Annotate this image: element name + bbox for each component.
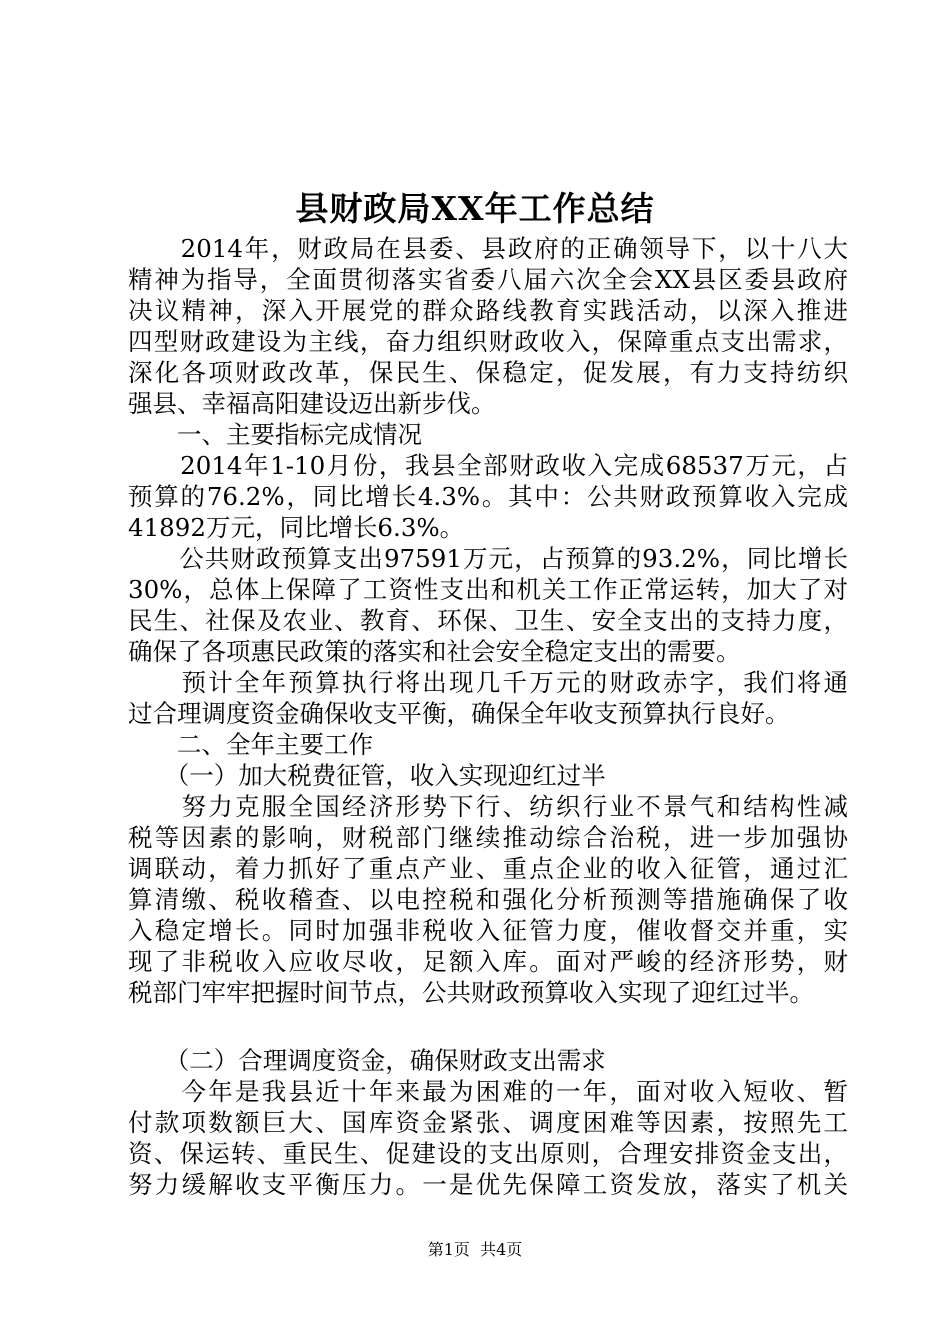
text-line: 算清缴、税收稽查、以电控税和强化分析预测等措施确保了收: [128, 885, 848, 914]
text-line: 强县、幸福高阳建设迈出新步伐。: [128, 389, 496, 418]
text-line: 41892万元，同比增长6.3%。: [128, 513, 465, 542]
text-line: 2014年，财政局在县委、县政府的正确领导下，以十八大: [128, 234, 848, 263]
text-line: 税等因素的影响，财税部门继续推动综合治税，进一步加强协: [128, 823, 848, 852]
text-line: 民生、社保及农业、教育、环保、卫生、安全支出的支持力度，: [128, 606, 848, 635]
text-line: 公共财政预算支出97591万元，占预算的93.2%，同比增长: [128, 544, 848, 573]
subsection-heading: （一）加大税费征管，收入实现迎红过半: [128, 761, 606, 790]
text-line: 入稳定增长。同时加强非税收入征管力度，催收督交并重，实: [128, 916, 848, 945]
text-line: 精神为指导，全面贯彻落实省委八届六次全会XX县区委县政府: [128, 265, 848, 294]
text-line: 现了非税收入应收尽收，足额入库。面对严峻的经济形势，财: [128, 947, 848, 976]
text-line: 过合理调度资金确保收支平衡，确保全年收支预算执行良好。: [128, 699, 790, 728]
text-line: 资、保运转、重民生、促建设的支出原则，合理安排资金支出，: [128, 1139, 848, 1168]
page-footer: 第1页 共4页: [427, 1240, 523, 1259]
document-body: [128, 233, 848, 1200]
section-heading: 一、主要指标完成情况: [128, 420, 422, 449]
text-line: 确保了各项惠民政策的落实和社会安全稳定支出的需要。: [128, 637, 741, 666]
text-line: 2014年1-10月份，我县全部财政收入完成68537万元，占: [128, 451, 848, 480]
text-line: 预算的76.2%，同比增长4.3%。其中：公共财政预算收入完成: [128, 482, 848, 511]
text-line: 深化各项财政改革，保民生、保稳定，促发展，有力支持纺织: [128, 358, 848, 387]
text-line: 努力缓解收支平衡压力。一是优先保障工资发放，落实了机关: [128, 1170, 848, 1199]
text-line: 预计全年预算执行将出现几千万元的财政赤字，我们将通: [128, 668, 848, 697]
section-heading: 二、全年主要工作: [128, 730, 373, 759]
text-line: 调联动，着力抓好了重点产业、重点企业的收入征管，通过汇: [128, 854, 848, 883]
text-line: 努力克服全国经济形势下行、纺织行业不景气和结构性减: [128, 792, 848, 821]
subsection-heading: （二）合理调度资金，确保财政支出需求: [128, 1046, 606, 1075]
text-line: 30%，总体上保障了工资性支出和机关工作正常运转，加大了对: [128, 575, 848, 604]
text-line: 四型财政建设为主线，奋力组织财政收入，保障重点支出需求，: [128, 327, 848, 356]
text-line: 付款项数额巨大、国库资金紧张、调度困难等因素，按照先工: [128, 1108, 848, 1137]
paragraph-gap: [128, 1008, 848, 1045]
text-line: 决议精神，深入开展党的群众路线教育实践活动，以深入推进: [128, 296, 848, 325]
text-line: 今年是我县近十年来最为困难的一年，面对收入短收、暂: [128, 1077, 848, 1106]
text-line: 税部门牢牢把握时间节点，公共财政预算收入实现了迎红过半。: [128, 978, 814, 1007]
document-title: 县财政局XX年工作总结: [295, 189, 655, 228]
